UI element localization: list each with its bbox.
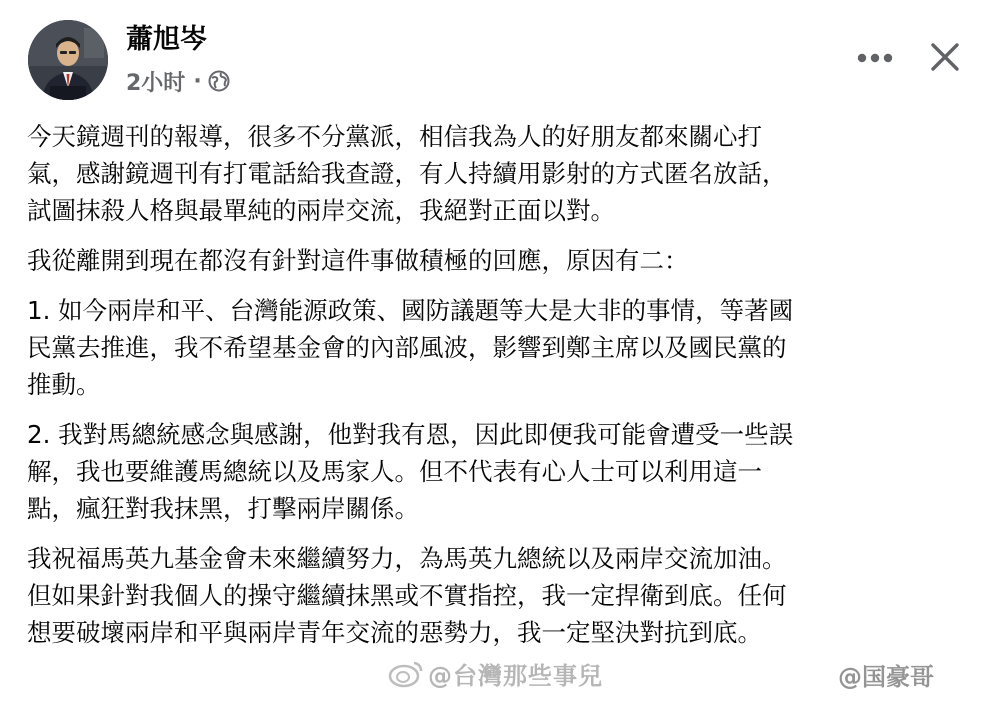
post-paragraph: 2. 我對馬總統感念與感謝，他對我有恩，因此即便我可能會遭受一些誤 解，我也要維護馬總統以及馬家人。但不代表有心人士可以利用這一 點，瘋狂對我抹黑，打擊兩岸關係。: [27, 420, 794, 523]
meta-separator: ·: [193, 68, 202, 94]
close-icon: [930, 42, 960, 72]
author-name[interactable]: 蕭旭岑: [126, 24, 207, 55]
more-horizontal-icon: [857, 53, 893, 63]
post-paragraph: 我從離開到現在都沒有針對這件事做積極的回應，原因有二：: [27, 246, 689, 275]
post-meta: [126, 66, 230, 96]
post-paragraph: 1. 如今兩岸和平、台灣能源政策、國防議題等大是大非的事情，等著國 民黨去推進，我不希望基金會的內部風波，影響到鄭主席以及國民黨的 推動。: [27, 296, 794, 399]
close-button[interactable]: [924, 36, 966, 78]
avatar[interactable]: [28, 20, 108, 100]
avatar-portrait-icon: [28, 20, 108, 100]
post-header: [28, 20, 968, 100]
post-paragraph: 我祝福馬英九基金會未來繼續努力，為馬英九總統以及兩岸交流加油。 但如果針對我個人的操守繼續抹黑或不實指控，我一定捍衛到底。任何 想要破壞兩岸和平與兩岸青年交流的惡勢力，我一定堅決對抗到底。: [27, 544, 787, 647]
post-body: [27, 118, 972, 664]
secondary-watermark: @国豪哥: [838, 662, 934, 691]
weibo-watermark-text: @台灣那些事兒: [428, 661, 603, 690]
globe-icon: [208, 70, 230, 92]
post-paragraph: 今天鏡週刊的報導，很多不分黨派，相信我為人的好朋友都來關心打 氣，感謝鏡週刊有打電話給我查證，有人持續用影射的方式匿名放話， 試圖抹殺人格與最單純的兩岸交流，我絕對正面以對。: [27, 122, 787, 225]
more-options-button[interactable]: [853, 44, 897, 72]
post-timestamp[interactable]: 2小时: [126, 70, 186, 96]
